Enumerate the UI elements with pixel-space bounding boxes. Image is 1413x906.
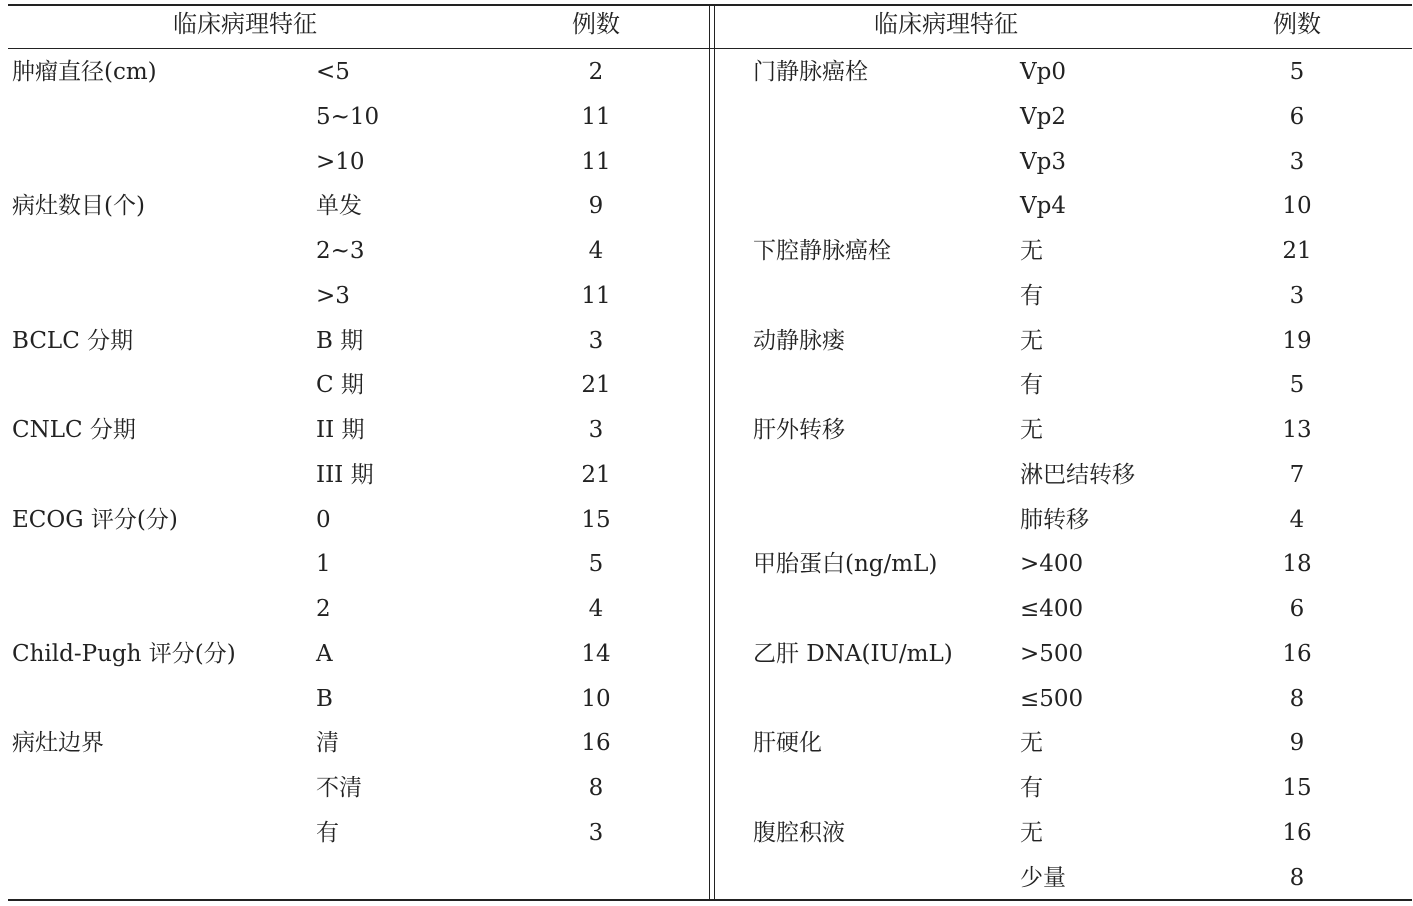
right-feature-cell: 下腔静脉癌栓 (753, 238, 891, 264)
left-count-cell: 4 (588, 238, 604, 264)
left-header-feature: 临床病理特征 (173, 10, 317, 38)
right-subgroup-cell: >400 (1020, 551, 1084, 577)
left-subgroup-cell: >10 (316, 149, 365, 175)
right-subgroup-cell: Vp0 (1020, 59, 1066, 85)
left-count-cell: 21 (581, 462, 611, 488)
right-subgroup-cell: 有 (1020, 775, 1043, 801)
left-count-cell: 14 (581, 641, 611, 667)
left-subgroup-cell: 不清 (316, 775, 362, 801)
right-subgroup-cell: 肺转移 (1020, 507, 1089, 533)
right-count-cell: 8 (1289, 865, 1305, 891)
left-count-cell: 3 (588, 328, 604, 354)
right-count-cell: 21 (1282, 238, 1312, 264)
left-count-cell: 8 (588, 775, 604, 801)
left-feature-cell: 肿瘤直径(cm) (12, 59, 157, 85)
left-count-cell: 16 (581, 730, 611, 756)
left-subgroup-cell: 2~3 (316, 238, 365, 264)
right-subgroup-cell: Vp4 (1020, 193, 1066, 219)
right-count-cell: 4 (1289, 507, 1305, 533)
right-count-cell: 8 (1289, 686, 1305, 712)
right-subgroup-cell: Vp2 (1020, 104, 1066, 130)
left-subgroup-cell: 5~10 (316, 104, 380, 130)
right-feature-cell: 甲胎蛋白(ng/mL) (753, 551, 938, 577)
left-feature-cell: 病灶边界 (12, 730, 104, 756)
right-count-cell: 5 (1289, 372, 1305, 398)
header-rule (8, 48, 1412, 49)
left-subgroup-cell: 0 (316, 507, 331, 533)
right-count-cell: 3 (1289, 149, 1305, 175)
right-count-cell: 10 (1282, 193, 1312, 219)
left-subgroup-cell: 清 (316, 730, 339, 756)
right-count-cell: 13 (1282, 417, 1312, 443)
right-subgroup-cell: 无 (1020, 820, 1043, 846)
left-subgroup-cell: C 期 (316, 372, 364, 398)
left-feature-cell: BCLC 分期 (12, 328, 134, 354)
left-subgroup-cell: B 期 (316, 328, 364, 354)
right-count-cell: 15 (1282, 775, 1312, 801)
left-count-cell: 4 (588, 596, 604, 622)
right-subgroup-cell: Vp3 (1020, 149, 1066, 175)
left-count-cell: 11 (581, 104, 611, 130)
left-count-cell: 3 (588, 417, 604, 443)
left-count-cell: 21 (581, 372, 611, 398)
top-rule (8, 4, 1412, 6)
right-count-cell: 7 (1289, 462, 1305, 488)
left-feature-cell: ECOG 评分(分) (12, 507, 178, 533)
left-subgroup-cell: III 期 (316, 462, 374, 488)
right-subgroup-cell: 淋巴结转移 (1020, 462, 1135, 488)
right-count-cell: 9 (1289, 730, 1305, 756)
left-count-cell: 2 (588, 59, 604, 85)
right-subgroup-cell: 无 (1020, 238, 1043, 264)
left-feature-cell: Child-Pugh 评分(分) (12, 641, 236, 667)
right-feature-cell: 动静脉瘘 (753, 328, 845, 354)
left-count-cell: 10 (581, 686, 611, 712)
right-subgroup-cell: 有 (1020, 283, 1043, 309)
right-count-cell: 19 (1282, 328, 1312, 354)
right-feature-cell: 肝硬化 (753, 730, 822, 756)
right-header-count: 例数 (1273, 10, 1321, 38)
right-count-cell: 6 (1289, 104, 1305, 130)
right-count-cell: 18 (1282, 551, 1312, 577)
left-subgroup-cell: <5 (316, 59, 350, 85)
right-feature-cell: 肝外转移 (753, 417, 845, 443)
left-feature-cell: CNLC 分期 (12, 417, 136, 443)
left-feature-cell: 病灶数目(个) (12, 193, 145, 219)
right-subgroup-cell: 无 (1020, 730, 1043, 756)
right-count-cell: 16 (1282, 820, 1312, 846)
right-feature-cell: 乙肝 DNA(IU/mL) (753, 641, 953, 667)
right-count-cell: 6 (1289, 596, 1305, 622)
right-count-cell: 3 (1289, 283, 1305, 309)
left-subgroup-cell: >3 (316, 283, 350, 309)
right-subgroup-cell: 少量 (1020, 865, 1066, 891)
left-count-cell: 11 (581, 149, 611, 175)
left-subgroup-cell: 单发 (316, 193, 362, 219)
right-feature-cell: 腹腔积液 (753, 820, 845, 846)
center-double-line-a (709, 4, 710, 901)
center-double-line-b (714, 4, 715, 901)
left-count-cell: 3 (588, 820, 604, 846)
left-count-cell: 5 (588, 551, 604, 577)
left-count-cell: 9 (588, 193, 604, 219)
left-subgroup-cell: II 期 (316, 417, 365, 443)
right-header-feature: 临床病理特征 (874, 10, 1018, 38)
left-subgroup-cell: 有 (316, 820, 339, 846)
right-subgroup-cell: 无 (1020, 417, 1043, 443)
right-count-cell: 16 (1282, 641, 1312, 667)
bottom-rule (8, 899, 1412, 901)
left-count-cell: 11 (581, 283, 611, 309)
right-subgroup-cell: >500 (1020, 641, 1084, 667)
right-subgroup-cell: 有 (1020, 372, 1043, 398)
left-subgroup-cell: 1 (316, 551, 331, 577)
left-count-cell: 15 (581, 507, 611, 533)
left-subgroup-cell: A (316, 641, 333, 667)
right-subgroup-cell: ≤400 (1020, 596, 1084, 622)
left-subgroup-cell: 2 (316, 596, 331, 622)
right-subgroup-cell: 无 (1020, 328, 1043, 354)
right-feature-cell: 门静脉癌栓 (753, 59, 868, 85)
left-subgroup-cell: B (316, 686, 333, 712)
left-header-count: 例数 (572, 10, 620, 38)
right-subgroup-cell: ≤500 (1020, 686, 1084, 712)
right-count-cell: 5 (1289, 59, 1305, 85)
